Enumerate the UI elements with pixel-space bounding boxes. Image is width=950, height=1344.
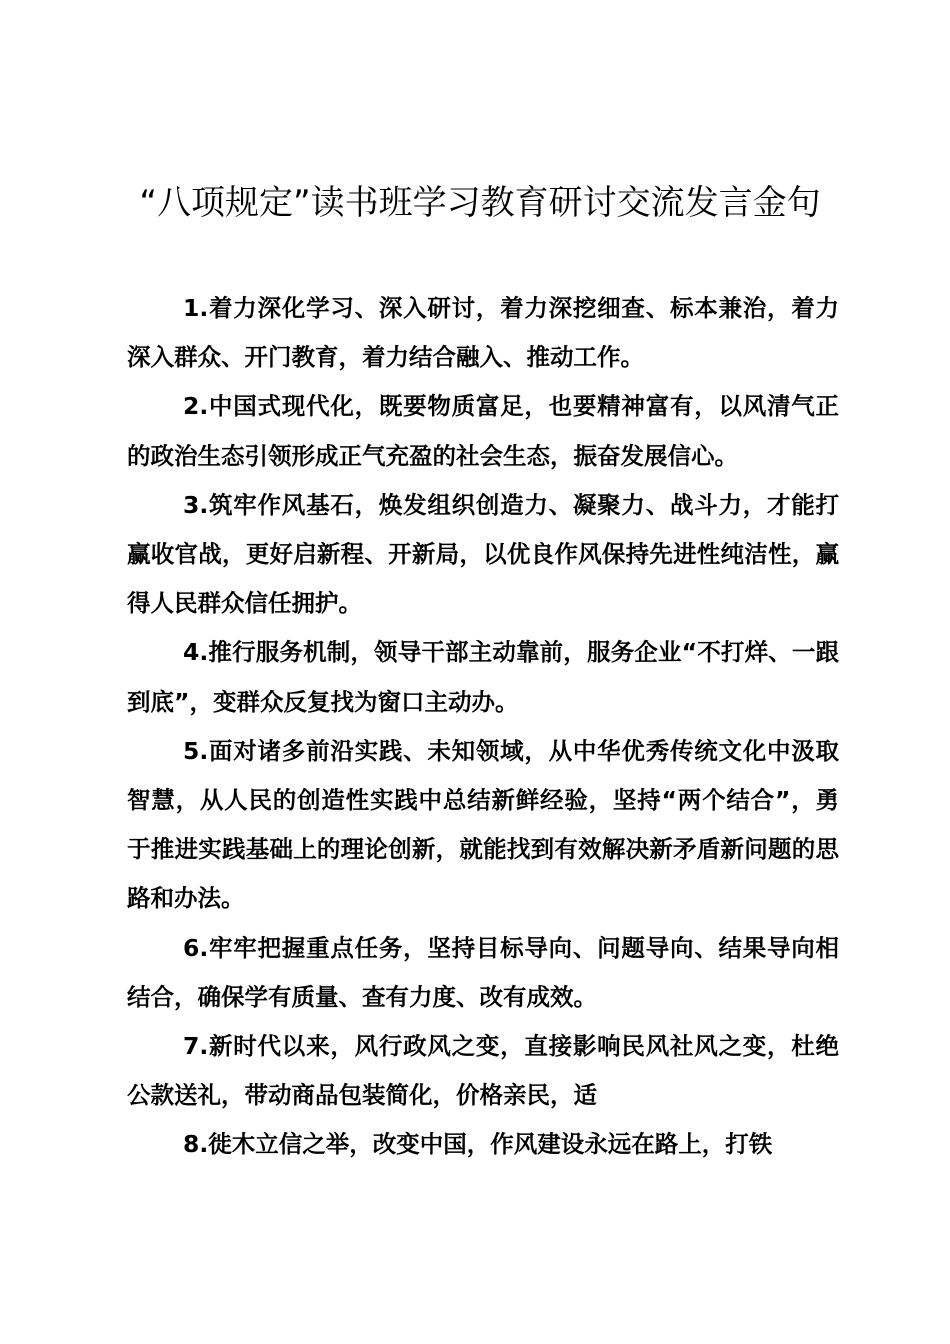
paragraph-7: 7.新时代以来，风行政风之变，直接影响民风社风之变，杜绝公款送礼，带动商品包装简化，价格亲民，适: [127, 1032, 839, 1110]
paragraph-2: 2.中国式现代化，既要物质富足，也要精神富有，以风清气正的政治生态引领形成正气充盈的社会生态，振奋发展信心。: [127, 392, 839, 470]
paragraph-6: 6.牢牢把握重点任务，坚持目标导向、问题导向、结果导向相结合，确保学有质量、查有力度、改有成效。: [127, 933, 839, 1011]
paragraph-8: 8.徙木立信之举，改变中国，作风建设永远在路上，打铁: [183, 1130, 773, 1159]
document-title: “八项规定”读书班学习教育研讨交流发言金句: [139, 183, 821, 223]
paragraph-5: 5.面对诸多前沿实践、未知领域，从中华优秀传统文化中汲取智慧，从人民的创造性实践中总结新鲜经验，坚持“两个结合”，勇于推进实践基础上的理论创新，就能找到有效解决新矛盾新问题的思路和办法。: [127, 736, 839, 913]
paragraph-1: 1.着力深化学习、深入研讨，着力深挖细查、标本兼治，着力深入群众、开门教育，着力结合融入、推动工作。: [127, 294, 839, 372]
paragraph-4: 4.推行服务机制，领导干部主动靠前，服务企业“不打烊、一跟到底”，变群众反复找为窗口主动办。: [127, 638, 839, 716]
document-body: [127, 284, 839, 1170]
paragraph-3: 3.筑牢作风基石，焕发组织创造力、凝聚力、战斗力，才能打赢收官战，更好启新程、开新局，以优良作风保持先进性纯洁性，赢得人民群众信任拥护。: [127, 490, 839, 618]
